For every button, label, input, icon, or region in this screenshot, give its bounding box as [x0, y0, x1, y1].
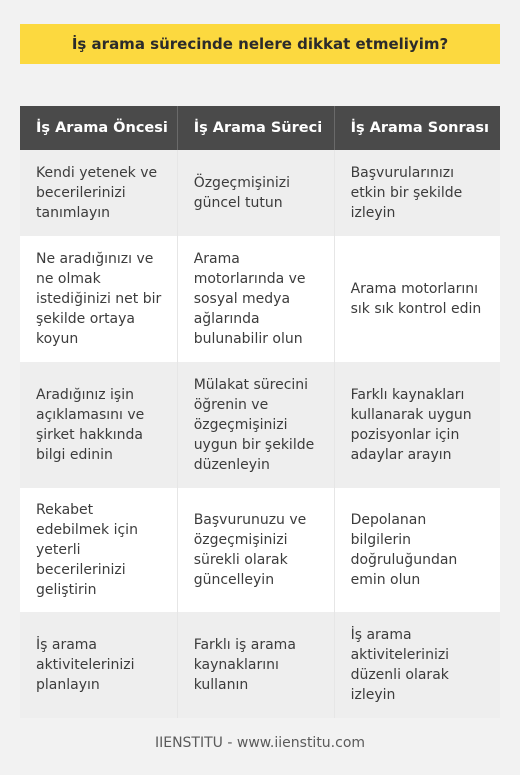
table-cell: İş arama aktivitelerinizi düzenli olarak izleyin — [334, 612, 500, 718]
table-row — [20, 150, 500, 236]
table-cell: Farklı iş arama kaynaklarını kullanın — [177, 612, 334, 718]
table-row — [20, 236, 500, 362]
table-row — [20, 488, 500, 612]
table-cell: Mülakat sürecini öğrenin ve özgeçmişinizi uygun bir şekilde düzenleyin — [177, 362, 334, 488]
table-cell: Başvurularınızı etkin bir şekilde izleyin — [334, 150, 500, 236]
table-header-row — [20, 106, 500, 150]
table-cell: Farklı kaynakları kullanarak uygun pozisyonlar için adaylar arayın — [334, 362, 500, 488]
table-cell: Rekabet edebilmek için yeterli becerilerinizi geliştirin — [20, 488, 177, 612]
table-row — [20, 362, 500, 488]
table-cell: Depolanan bilgilerin doğruluğundan emin olun — [334, 488, 500, 612]
table-row — [20, 612, 500, 718]
table-cell: Özgeçmişinizi güncel tutun — [177, 150, 334, 236]
footer-credit: IIENSTITU - www.iienstitu.com — [154, 735, 366, 751]
title-banner — [20, 24, 500, 64]
table-cell: Arama motorlarında ve sosyal medya ağlarında bulunabilir olun — [177, 236, 334, 362]
table-cell: Ne aradığınızı ve ne olmak istediğinizi net bir şekilde ortaya koyun — [20, 236, 177, 362]
table-cell: Başvurunuzu ve özgeçmişinizi sürekli olarak güncelleyin — [177, 488, 334, 612]
column-header-after: İş Arama Sonrası — [334, 106, 500, 150]
page-title: İş arama sürecinde nelere dikkat etmeliyim? — [71, 35, 449, 53]
column-header-before: İş Arama Öncesi — [20, 106, 177, 150]
comparison-table — [20, 106, 500, 718]
column-header-during: İş Arama Süreci — [177, 106, 334, 150]
table-cell: Aradığınız işin açıklamasını ve şirket hakkında bilgi edinin — [20, 362, 177, 488]
table-cell: İş arama aktivitelerinizi planlayın — [20, 612, 177, 718]
table-cell: Arama motorlarını sık sık kontrol edin — [334, 236, 500, 362]
table-cell: Kendi yetenek ve becerilerinizi tanımlayın — [20, 150, 177, 236]
